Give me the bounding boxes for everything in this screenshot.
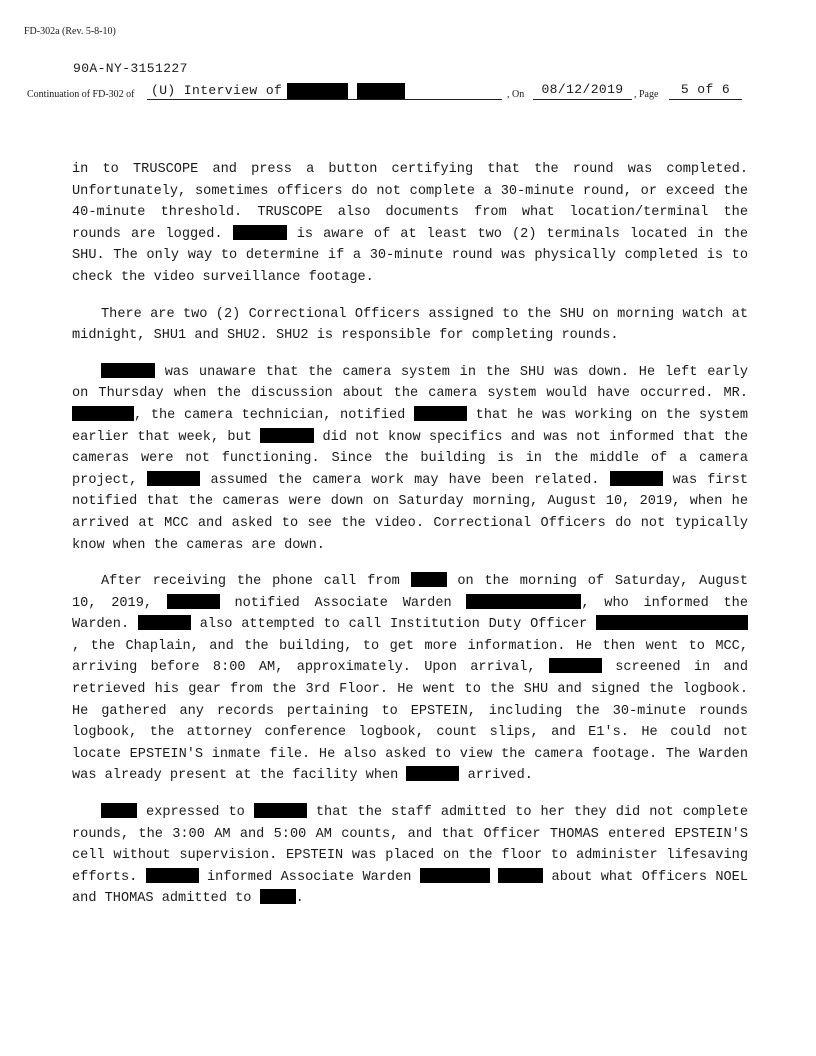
redaction-block <box>72 406 134 421</box>
redaction-block <box>167 594 220 609</box>
redaction-block <box>138 615 191 630</box>
redaction-block <box>260 889 296 904</box>
redaction-block <box>260 428 314 443</box>
interview-text: (U) Interview of <box>151 83 283 98</box>
redaction-block <box>596 615 748 630</box>
redaction-block <box>414 406 467 421</box>
redaction-block <box>233 225 287 240</box>
redaction-block <box>146 868 199 883</box>
redaction-block <box>254 803 307 818</box>
page-number: 5 of 6 <box>669 82 742 100</box>
interview-date: 08/12/2019 <box>533 82 632 100</box>
page-label: , Page <box>634 89 659 100</box>
redaction-block <box>101 363 155 378</box>
file-number: 90A-NY-3151227 <box>73 61 188 76</box>
document-body <box>72 159 748 925</box>
redaction-block <box>287 83 348 99</box>
paragraph-2: There are two (2) Correctional Officers assigned to the SHU on morning watch at midnight, SHU1 and SHU2. SHU2 is responsible for completing rounds. <box>72 306 748 344</box>
redaction-block <box>406 766 459 781</box>
form-id: FD-302a (Rev. 5-8-10) <box>24 26 116 37</box>
redaction-block <box>549 658 602 673</box>
paragraph-4: After receiving the phone call from on the morning of Saturday, August 10, 2019, notified Associate Warden , who informed the Warden. also attempted to call Institution Duty Officer , the Chaplain, and the building, to get more information. He then went to MCC, arriving before 8:00 AM, approximately. Upon arrival, screened in and retrieved his gear from the 3rd Floor. He went to the SHU and signed the logbook. He gathered any records pertaining to EPSTEIN, including the 30-minute rounds logbook, the attorney conference logbook, count slips, and E1's. He could not locate EPSTEIN'S inmate file. He also asked to view the camera footage. The Warden was already present at the facility when arrived. <box>72 574 748 784</box>
paragraph-5: expressed to that the staff admitted to her they did not complete rounds, the 3:00 AM and 5:00 AM counts, and that Officer THOMAS entered EPSTEIN'S cell without supervision. EPSTEIN was placed on the floor to administer lifesaving efforts. informed Associate Warden about what Officers NOEL and THOMAS admitted to . <box>72 805 748 907</box>
redaction-block <box>498 868 543 883</box>
redaction-block <box>420 868 490 883</box>
redaction-block <box>147 471 200 486</box>
paragraph-1: in to TRUSCOPE and press a button certifying that the round was completed. Unfortunately, sometimes officers do not complete a 30-minute round, or exceed the 40-minute threshold. TRUSCOPE also documents from what location/terminal the rounds are logged. is aware of at least two (2) terminals located in the SHU. The only way to determine if a 30-minute round was physically completed is to check the video surveillance footage. <box>72 162 748 285</box>
continuation-label: Continuation of FD-302 of <box>27 89 135 100</box>
redaction-block <box>466 594 581 609</box>
redaction-block <box>610 471 663 486</box>
paragraph-3: was unaware that the camera system in the SHU was down. He left early on Thursday when the discussion about the camera system would have occurred. MR. , the camera technician, notified that he was working on the system earlier that week, but did not know specifics and was not informed that the cameras were not functioning. Since the building is in the middle of a camera project, assumed the camera work may have been related. was first notified that the cameras were down on Saturday morning, August 10, 2019, when he arrived at MCC and asked to see the video. Correctional Officers do not typically know when the cameras are down. <box>72 364 749 553</box>
redaction-block <box>101 803 137 818</box>
redaction-block <box>357 83 405 99</box>
redaction-block <box>411 572 447 587</box>
on-label: , On <box>507 89 525 100</box>
